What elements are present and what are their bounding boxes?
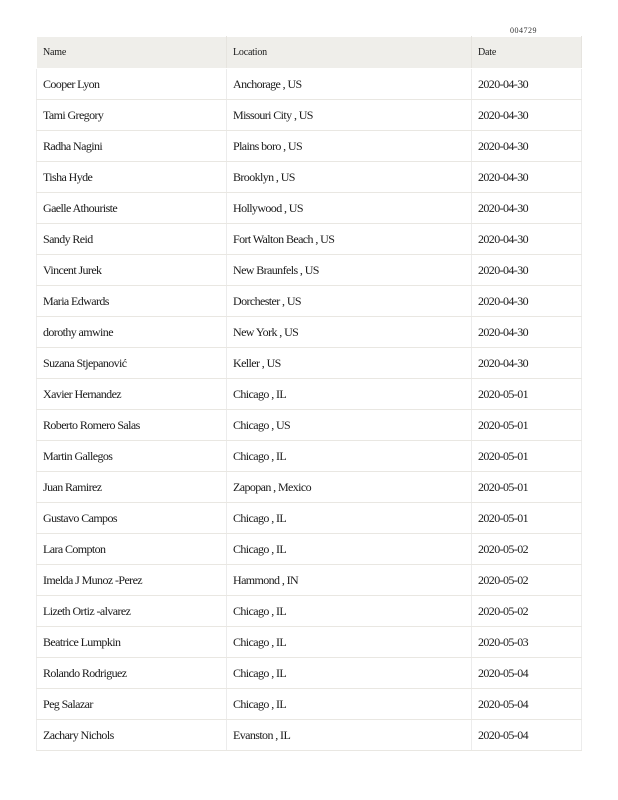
table-row xyxy=(37,441,582,472)
name-cell: Radha Nagini xyxy=(37,131,227,162)
table-row xyxy=(37,162,582,193)
name-cell: Juan Ramirez xyxy=(37,472,227,503)
location-cell: Evanston , IL xyxy=(227,720,472,751)
table-row xyxy=(37,317,582,348)
name-cell: Peg Salazar xyxy=(37,689,227,720)
table-row xyxy=(37,410,582,441)
table-row xyxy=(37,472,582,503)
table-row xyxy=(37,534,582,565)
location-cell: Hammond , IN xyxy=(227,565,472,596)
table-row xyxy=(37,627,582,658)
location-cell: Chicago , IL xyxy=(227,627,472,658)
date-cell: 2020-04-30 xyxy=(472,255,582,286)
location-cell: Chicago , IL xyxy=(227,689,472,720)
location-cell: Brooklyn , US xyxy=(227,162,472,193)
location-cell: New York , US xyxy=(227,317,472,348)
table-row xyxy=(37,193,582,224)
date-cell: 2020-04-30 xyxy=(472,162,582,193)
date-cell: 2020-04-30 xyxy=(472,131,582,162)
date-cell: 2020-05-01 xyxy=(472,503,582,534)
date-cell: 2020-05-03 xyxy=(472,627,582,658)
column-header-name: Name xyxy=(37,37,227,69)
date-cell: 2020-05-04 xyxy=(472,689,582,720)
date-cell: 2020-04-30 xyxy=(472,100,582,131)
table-row xyxy=(37,100,582,131)
name-cell: Vincent Jurek xyxy=(37,255,227,286)
date-cell: 2020-05-01 xyxy=(472,472,582,503)
date-cell: 2020-05-01 xyxy=(472,379,582,410)
name-cell: Tisha Hyde xyxy=(37,162,227,193)
date-cell: 2020-04-30 xyxy=(472,317,582,348)
name-cell: Beatrice Lumpkin xyxy=(37,627,227,658)
table-row xyxy=(37,503,582,534)
name-cell: Xavier Hernandez xyxy=(37,379,227,410)
name-cell: Martin Gallegos xyxy=(37,441,227,472)
location-cell: Anchorage , US xyxy=(227,69,472,100)
location-cell: Zapopan , Mexico xyxy=(227,472,472,503)
location-cell: Chicago , IL xyxy=(227,596,472,627)
table-row xyxy=(37,565,582,596)
name-cell: Suzana Stjepanović xyxy=(37,348,227,379)
roster-table xyxy=(36,36,582,751)
location-cell: Plains boro , US xyxy=(227,131,472,162)
location-cell: Keller , US xyxy=(227,348,472,379)
location-cell: Hollywood , US xyxy=(227,193,472,224)
date-cell: 2020-05-02 xyxy=(472,596,582,627)
location-cell: Chicago , IL xyxy=(227,534,472,565)
table-body xyxy=(37,69,582,751)
location-cell: Missouri City , US xyxy=(227,100,472,131)
name-cell: Zachary Nichols xyxy=(37,720,227,751)
date-cell: 2020-04-30 xyxy=(472,224,582,255)
date-cell: 2020-05-04 xyxy=(472,720,582,751)
date-cell: 2020-04-30 xyxy=(472,286,582,317)
table-row xyxy=(37,69,582,100)
date-cell: 2020-05-01 xyxy=(472,441,582,472)
name-cell: Lizeth Ortiz -alvarez xyxy=(37,596,227,627)
table-row xyxy=(37,131,582,162)
name-cell: Cooper Lyon xyxy=(37,69,227,100)
location-cell: Chicago , IL xyxy=(227,503,472,534)
name-cell: Imelda J Munoz -Perez xyxy=(37,565,227,596)
location-cell: New Braunfels , US xyxy=(227,255,472,286)
name-cell: Sandy Reid xyxy=(37,224,227,255)
table-row xyxy=(37,286,582,317)
date-cell: 2020-05-01 xyxy=(472,410,582,441)
name-cell: Lara Compton xyxy=(37,534,227,565)
column-header-date: Date xyxy=(472,37,582,69)
date-cell: 2020-05-02 xyxy=(472,565,582,596)
date-cell: 2020-04-30 xyxy=(472,193,582,224)
name-cell: Roberto Romero Salas xyxy=(37,410,227,441)
name-cell: Gustavo Campos xyxy=(37,503,227,534)
location-cell: Chicago , IL xyxy=(227,379,472,410)
location-cell: Chicago , US xyxy=(227,410,472,441)
name-cell: dorothy amwine xyxy=(37,317,227,348)
table-row xyxy=(37,255,582,286)
table-row xyxy=(37,348,582,379)
date-cell: 2020-05-04 xyxy=(472,658,582,689)
document-id: 004729 xyxy=(510,26,537,35)
location-cell: Fort Walton Beach , US xyxy=(227,224,472,255)
table-row xyxy=(37,596,582,627)
table-row xyxy=(37,689,582,720)
table-header-row xyxy=(37,37,582,69)
name-cell: Rolando Rodriguez xyxy=(37,658,227,689)
name-cell: Maria Edwards xyxy=(37,286,227,317)
location-cell: Dorchester , US xyxy=(227,286,472,317)
table-row xyxy=(37,379,582,410)
date-cell: 2020-05-02 xyxy=(472,534,582,565)
date-cell: 2020-04-30 xyxy=(472,69,582,100)
column-header-location: Location xyxy=(227,37,472,69)
location-cell: Chicago , IL xyxy=(227,658,472,689)
table-row xyxy=(37,224,582,255)
date-cell: 2020-04-30 xyxy=(472,348,582,379)
name-cell: Tami Gregory xyxy=(37,100,227,131)
name-cell: Gaelle Athouriste xyxy=(37,193,227,224)
location-cell: Chicago , IL xyxy=(227,441,472,472)
table-row xyxy=(37,658,582,689)
table-row xyxy=(37,720,582,751)
